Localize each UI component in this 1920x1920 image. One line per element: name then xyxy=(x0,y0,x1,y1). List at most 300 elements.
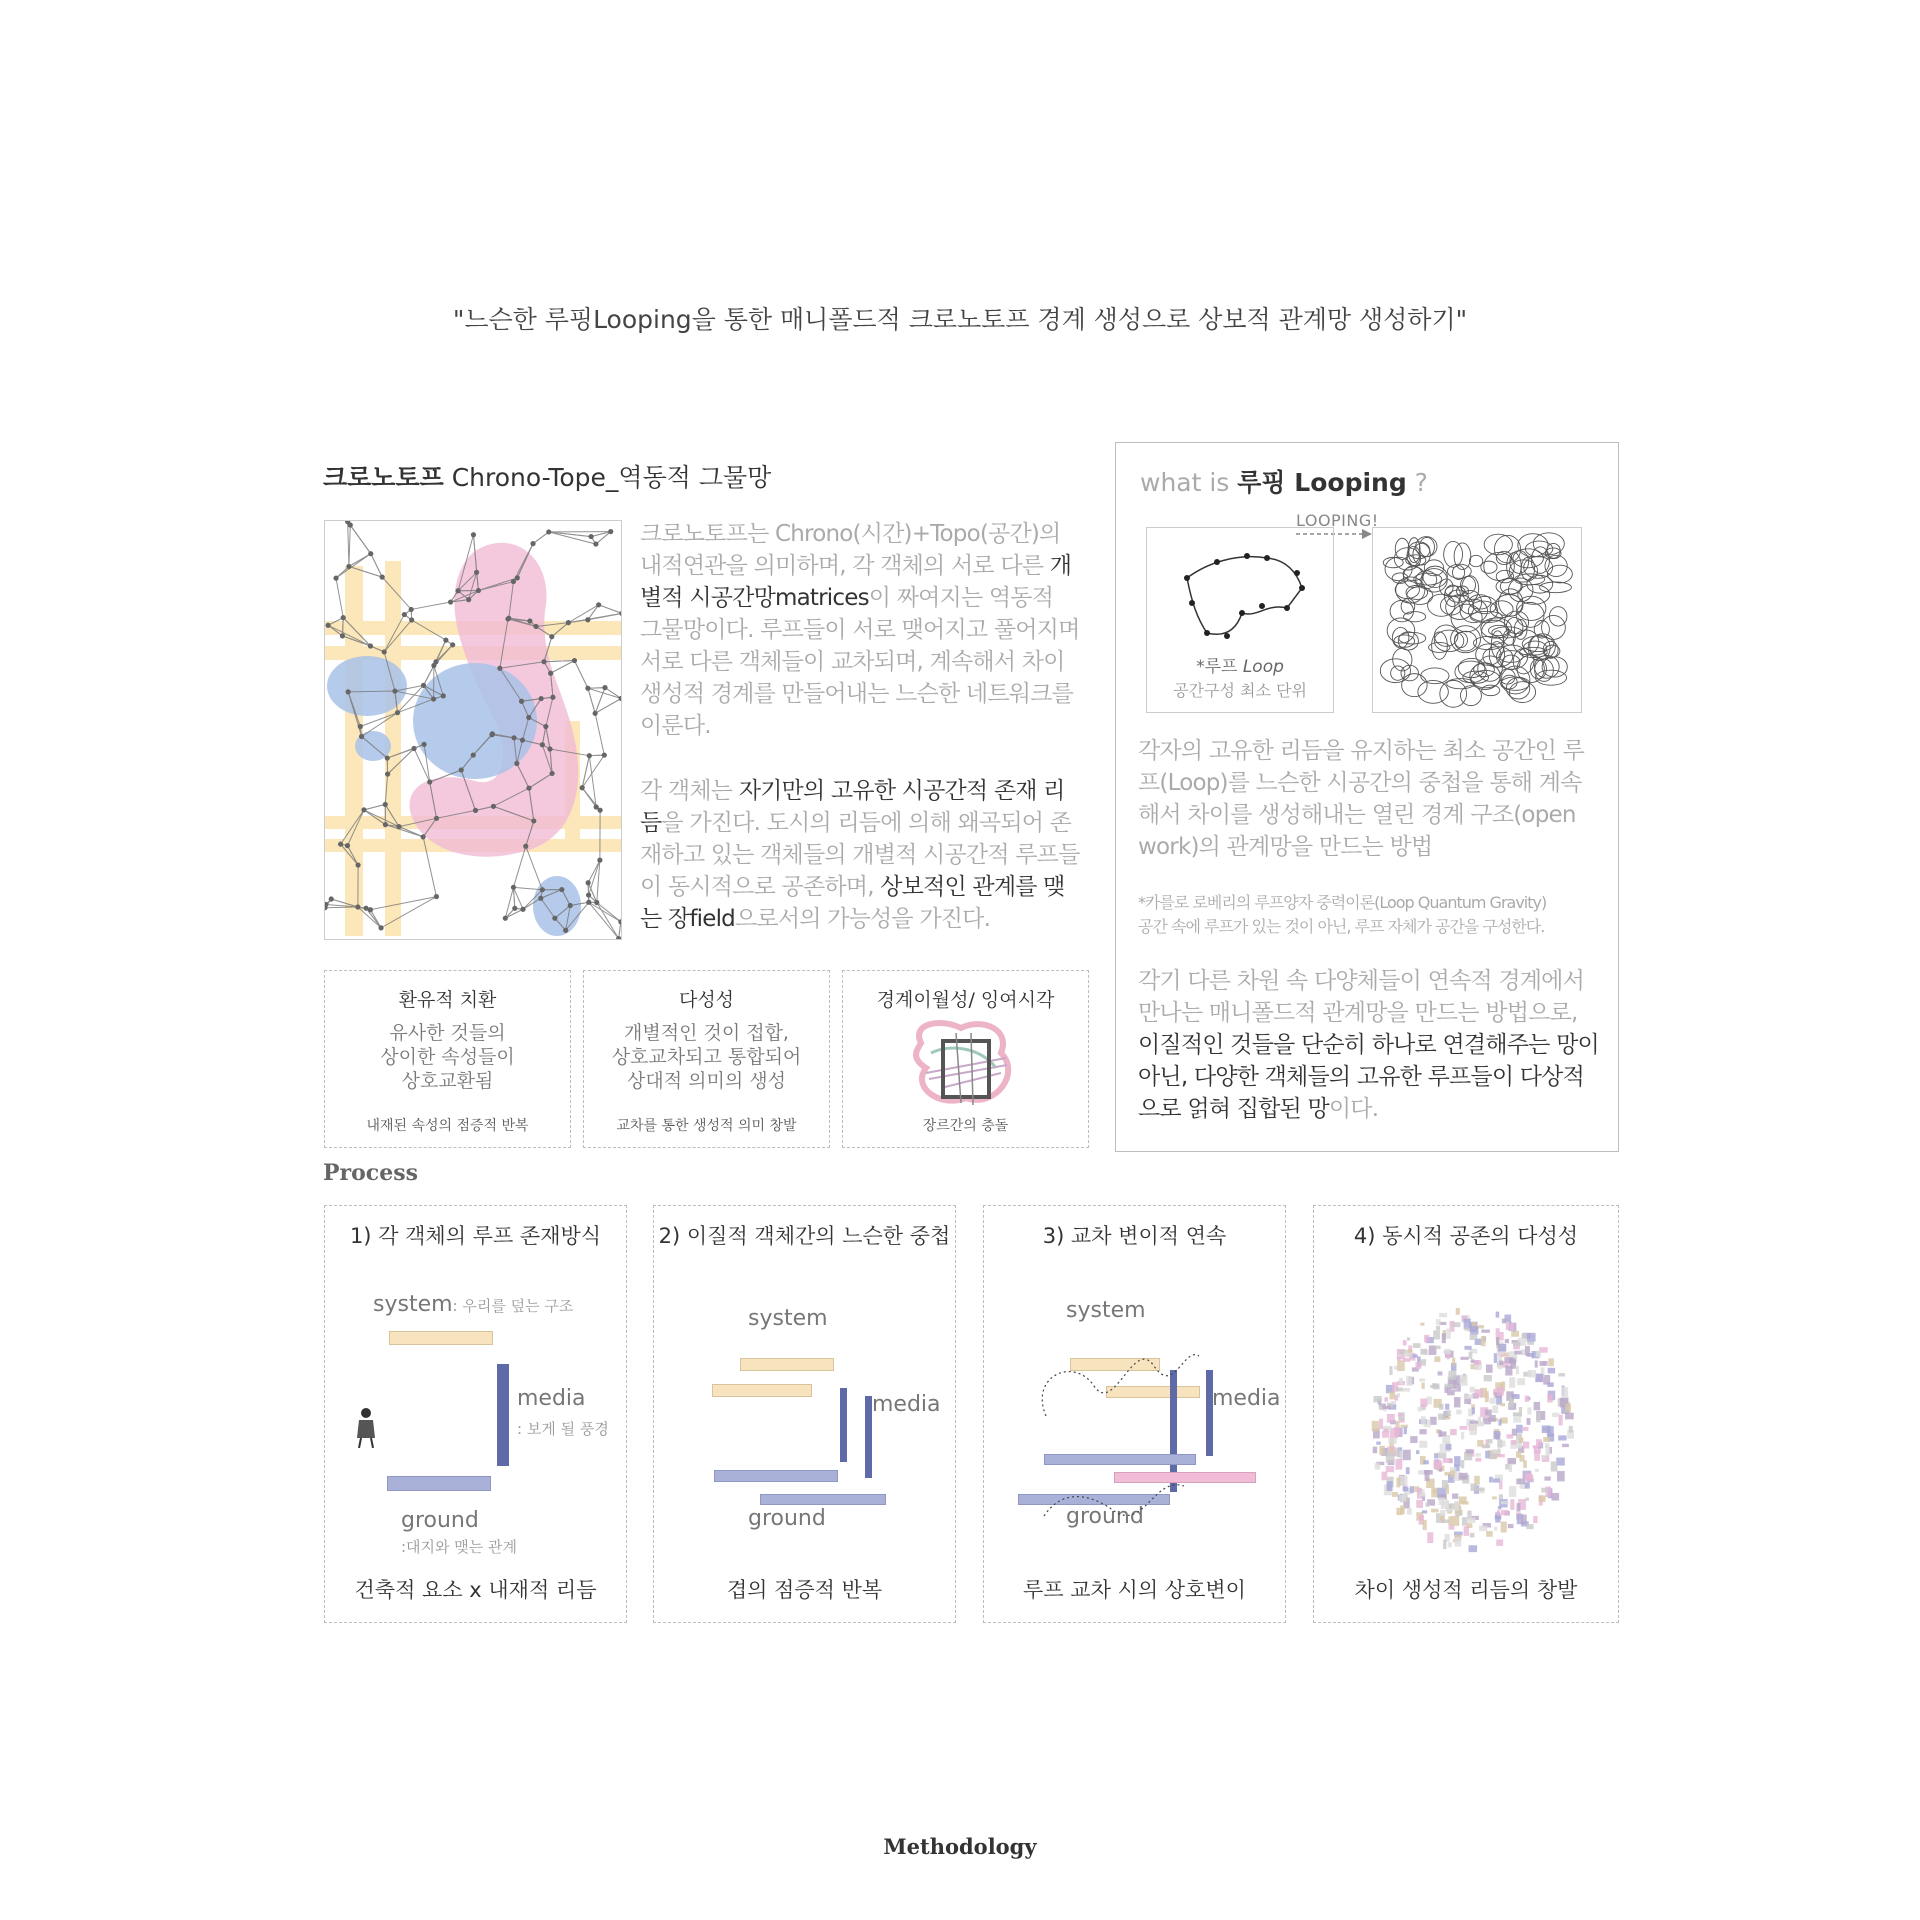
network-node xyxy=(586,900,591,905)
cloud-fragment xyxy=(1438,1371,1443,1375)
cloud-fragment xyxy=(1426,1502,1430,1506)
network-node xyxy=(396,824,401,829)
cloud-fragment xyxy=(1519,1407,1522,1416)
network-node xyxy=(526,715,531,720)
label-ground: ground xyxy=(1066,1504,1144,1529)
cloud-fragment xyxy=(1461,1501,1469,1504)
cloud-fragment xyxy=(1376,1442,1380,1445)
media-bar xyxy=(865,1396,872,1478)
network-edge xyxy=(595,713,604,755)
cloud-fragment xyxy=(1523,1427,1529,1431)
cloud-fragment xyxy=(1464,1346,1471,1350)
network-node xyxy=(434,894,439,899)
cloud-fragment xyxy=(1442,1480,1448,1489)
network-node xyxy=(359,734,364,739)
cloud-fragment xyxy=(1499,1332,1503,1341)
network-node xyxy=(450,642,455,647)
network-edge xyxy=(605,688,621,699)
network-node xyxy=(596,602,601,607)
cloud-fragment xyxy=(1396,1508,1402,1515)
cloud-fragment xyxy=(1407,1508,1412,1515)
network-edge xyxy=(595,698,621,713)
network-node xyxy=(540,887,545,892)
cloud-fragment xyxy=(1545,1446,1550,1455)
cloud-fragment xyxy=(1446,1500,1449,1510)
cloud-fragment xyxy=(1465,1449,1473,1453)
principle-body-line: 상대적 의미의 생성 xyxy=(627,1070,786,1092)
cloud-fragment xyxy=(1561,1387,1568,1398)
cloud-fragment xyxy=(1499,1494,1503,1499)
network-edge xyxy=(370,910,381,928)
label-ground: ground xyxy=(748,1506,826,1531)
network-node xyxy=(550,695,555,700)
process-step-title: 1) 각 객체의 루프 존재방식 xyxy=(349,1224,602,1248)
cloud-fragment xyxy=(1558,1373,1565,1376)
looping-mesh-graphic xyxy=(1373,528,1581,712)
mesh-loop xyxy=(1402,674,1428,697)
network-node xyxy=(411,746,416,751)
network-node xyxy=(568,903,573,908)
process-step-caption: 루프 교차 시의 상호변이 xyxy=(1023,1578,1246,1602)
network-edge xyxy=(588,688,595,713)
network-node xyxy=(392,688,397,693)
looping-panel xyxy=(1115,442,1619,1152)
network-node xyxy=(491,804,496,809)
network-node xyxy=(566,620,571,625)
single-loop-graphic xyxy=(1147,528,1333,648)
network-node xyxy=(593,541,598,546)
cloud-fragment xyxy=(1541,1455,1546,1459)
looping-heading-bold: 루핑 Looping xyxy=(1237,468,1407,497)
network-node xyxy=(368,907,373,912)
person-figure-icon xyxy=(355,1406,377,1448)
cloud-fragment xyxy=(1481,1336,1486,1346)
network-node xyxy=(585,686,590,691)
network-edge xyxy=(370,897,436,910)
network-node xyxy=(515,575,520,580)
mesh-loop xyxy=(1444,541,1463,567)
cloud-fragment xyxy=(1484,1375,1492,1381)
ground-bar xyxy=(760,1494,886,1505)
network-edge xyxy=(597,903,621,922)
cloud-fragment xyxy=(1460,1426,1468,1430)
label-media-sub: : 보게 될 풍경 xyxy=(517,1420,609,1438)
cloud-fragment xyxy=(1474,1476,1480,1485)
cloud-fragment xyxy=(1474,1360,1481,1365)
body-text: 이 짜여지는 역동적 그물망이다. 루프들이 서로 맺어지고 풀어지며 서로 다른 객체들이 교차되며, 계속해서 차이생성적 경계를 만들어내는 느슨한 네트워크를 이룬다. xyxy=(640,585,1080,739)
network-edge xyxy=(350,525,370,554)
cloud-fragment xyxy=(1516,1366,1519,1374)
mesh-loop xyxy=(1440,680,1467,707)
network-node xyxy=(340,633,345,638)
network-node xyxy=(385,771,390,776)
chronotope-paragraph-1 xyxy=(640,518,1080,742)
cloud-fragment xyxy=(1482,1444,1490,1448)
cloud-fragment xyxy=(1379,1446,1385,1455)
cloud-fragment xyxy=(1398,1413,1403,1416)
network-node xyxy=(586,892,591,897)
cloud-fragment xyxy=(1494,1527,1497,1531)
cloud-fragment xyxy=(1470,1533,1475,1538)
principle-body-line: 상호교차되고 통합되어 xyxy=(611,1046,802,1068)
looping-note-line: *카를로 로베리의 루프양자 중력이론(Loop Quantum Gravity) xyxy=(1138,893,1547,912)
principle-body-line: 유사한 것들의 xyxy=(389,1022,506,1044)
cloud-fragment xyxy=(1474,1389,1483,1397)
cloud-fragment xyxy=(1509,1377,1515,1388)
cloud-fragment xyxy=(1536,1412,1541,1422)
network-node xyxy=(448,599,453,604)
principle-title: 경계이월성/ 잉여시각 xyxy=(876,989,1055,1011)
network-node xyxy=(549,634,554,639)
emphasis-text: 상보적인 관계를 맺는 장field xyxy=(640,874,1065,932)
cloud-fragment xyxy=(1461,1460,1465,1468)
cloud-fragment xyxy=(1431,1509,1438,1513)
cloud-fragment xyxy=(1513,1413,1519,1416)
loop-label-italic: Loop xyxy=(1242,657,1284,677)
mesh-loop xyxy=(1484,534,1512,555)
cloud-fragment xyxy=(1435,1346,1440,1350)
cloud-fragment xyxy=(1534,1402,1541,1410)
cloud-fragment xyxy=(1391,1401,1396,1405)
cloud-fragment xyxy=(1379,1419,1383,1429)
network-node xyxy=(471,532,476,537)
mesh-loop xyxy=(1518,585,1550,605)
principle-body xyxy=(325,1021,570,1093)
network-node xyxy=(594,900,599,905)
process-step-3 xyxy=(983,1205,1286,1623)
cloud-fragment xyxy=(1434,1356,1440,1362)
cloud-fragment xyxy=(1516,1503,1520,1512)
cloud-fragment xyxy=(1548,1358,1554,1366)
network-node xyxy=(531,818,536,823)
cloud-fragment xyxy=(1497,1510,1500,1516)
network-edge xyxy=(336,578,343,618)
cloud-fragment xyxy=(1415,1362,1421,1369)
principle-title: 환유적 치환 xyxy=(398,989,497,1011)
cloud-fragment xyxy=(1519,1437,1523,1442)
cloud-fragment xyxy=(1450,1429,1457,1435)
system-bar xyxy=(712,1384,812,1397)
cloud-fragment xyxy=(1425,1470,1430,1481)
cloud-fragment xyxy=(1535,1374,1543,1382)
cloud-fragment xyxy=(1505,1365,1512,1375)
network-node xyxy=(506,616,511,621)
process-step-title: 4) 동시적 공존의 다성성 xyxy=(1353,1224,1579,1248)
cloud-fragment xyxy=(1427,1532,1433,1543)
cloud-fragment xyxy=(1395,1448,1399,1456)
cloud-fragment xyxy=(1511,1440,1516,1445)
network-node xyxy=(466,597,471,602)
cloud-fragment xyxy=(1544,1476,1550,1480)
network-node xyxy=(587,753,592,758)
cloud-fragment xyxy=(1455,1537,1462,1547)
cloud-fragment xyxy=(1523,1460,1527,1468)
cloud-fragment xyxy=(1403,1388,1410,1392)
network-node xyxy=(427,779,432,784)
cloud-fragment xyxy=(1416,1500,1423,1508)
cloud-fragment xyxy=(1485,1410,1492,1416)
cloud-fragment xyxy=(1509,1358,1515,1364)
cloud-fragment xyxy=(1558,1435,1566,1440)
network-node xyxy=(421,683,426,688)
cloud-fragment xyxy=(1399,1378,1403,1384)
principle-body-line: 개별적인 것이 접합, xyxy=(624,1022,789,1044)
cloud-fragment xyxy=(1525,1346,1530,1356)
cloud-fragment xyxy=(1402,1358,1410,1362)
cloud-fragment xyxy=(1469,1545,1478,1552)
cloud-fragment xyxy=(1406,1467,1410,1474)
process-step-caption: 겹의 점증적 반복 xyxy=(726,1578,883,1602)
cloud-fragment xyxy=(1535,1469,1539,1472)
cloud-fragment xyxy=(1472,1407,1475,1414)
cloud-fragment xyxy=(1506,1434,1513,1438)
cloud-fragment xyxy=(1454,1501,1459,1511)
cloud-fragment xyxy=(1443,1458,1451,1463)
cloud-fragment xyxy=(1511,1331,1519,1337)
cloud-fragment xyxy=(1410,1486,1414,1493)
cloud-fragment xyxy=(1566,1403,1571,1412)
dotted-loop-curve xyxy=(1024,1316,1254,1526)
emphasis-text: 이질적인 것들을 단순히 하나로 연결해주는 망이 아닌, 다양한 객체들의 고유한 루프들이 다상적으로 얽혀 집합된 망 xyxy=(1138,1032,1599,1122)
cloud-fragment xyxy=(1456,1410,1462,1415)
cloud-fragment xyxy=(1399,1451,1403,1460)
cloud-fragment xyxy=(1497,1387,1504,1396)
cloud-fragment xyxy=(1430,1385,1439,1388)
cloud-fragment xyxy=(1431,1488,1438,1498)
network-node xyxy=(503,916,508,921)
cloud-fragment xyxy=(1403,1487,1408,1492)
network-edge xyxy=(533,532,549,544)
principle-caption: 장르간의 충돌 xyxy=(922,1118,1009,1134)
cloud-fragment xyxy=(1382,1431,1389,1437)
page-title: "느슨한 루핑Looping을 통한 매니폴드적 크로노토프 경계 생성으로 상보적 관계망 생성하기" xyxy=(452,305,1468,334)
network-node xyxy=(421,834,426,839)
cloud-fragment xyxy=(1423,1520,1427,1530)
cloud-fragment xyxy=(1569,1426,1573,1433)
label-system: system xyxy=(1066,1298,1146,1323)
principle-box-boundary xyxy=(842,970,1089,1148)
cloud-fragment xyxy=(1410,1436,1417,1443)
cloud-fragment xyxy=(1406,1376,1412,1386)
cloud-fragment xyxy=(1509,1400,1514,1408)
network-node xyxy=(383,802,388,807)
cloud-fragment xyxy=(1436,1326,1440,1331)
network-node xyxy=(431,696,436,701)
network-node xyxy=(409,617,414,622)
cloud-fragment xyxy=(1422,1383,1425,1389)
body-text: 을 가진다. 도시의 리듬에 의해 왜곡되어 존재하고 있는 객체들의 개별적 시공간적 루프들이 동시적으로 공존하며, xyxy=(640,810,1080,900)
cloud-fragment xyxy=(1498,1344,1506,1352)
cloud-fragment xyxy=(1485,1451,1489,1459)
mesh-loop xyxy=(1394,635,1415,647)
network-node xyxy=(511,885,516,890)
network-edge xyxy=(349,554,371,567)
network-node xyxy=(395,710,400,715)
cloud-fragment xyxy=(1487,1439,1492,1443)
network-node xyxy=(547,746,552,751)
network-node xyxy=(345,843,350,848)
mesh-loop xyxy=(1481,561,1497,573)
cloud-fragment xyxy=(1439,1468,1442,1472)
network-node xyxy=(523,844,528,849)
cloud-fragment xyxy=(1396,1387,1403,1391)
cloud-fragment xyxy=(1413,1343,1421,1348)
looping-mesh-box xyxy=(1372,527,1582,713)
mesh-loop xyxy=(1547,565,1572,583)
cloud-fragment xyxy=(1475,1458,1481,1462)
cloud-fragment xyxy=(1419,1493,1426,1496)
network-edge xyxy=(364,804,385,809)
network-node xyxy=(434,816,439,821)
cloud-fragment xyxy=(1493,1478,1500,1482)
ground-bar xyxy=(714,1470,838,1482)
looping-paragraph-1: 각자의 고유한 리듬을 유지하는 최소 공간인 루프(Loop)를 느슨한 시공간의 중첩을 통해 계속해서 차이를 생성해내는 열린 경계 구조(open work)의 관계망을 만드는 방법 xyxy=(1138,738,1585,860)
cloud-fragment xyxy=(1451,1516,1459,1526)
cloud-fragment xyxy=(1420,1323,1424,1326)
cloud-fragment xyxy=(1403,1450,1411,1460)
network-node xyxy=(520,738,525,743)
cloud-fragment xyxy=(1510,1499,1514,1510)
cloud-fragment xyxy=(1492,1449,1496,1453)
cloud-fragment xyxy=(1525,1482,1530,1488)
cloud-fragment xyxy=(1496,1539,1503,1545)
network-node xyxy=(594,804,599,809)
network-node xyxy=(520,907,525,912)
principle-body-line: 상호교환됨 xyxy=(401,1070,494,1092)
network-node xyxy=(368,643,373,648)
cloud-fragment xyxy=(1469,1352,1473,1359)
cloud-fragment xyxy=(1443,1540,1446,1549)
cloud-fragment xyxy=(1548,1368,1555,1374)
mesh-loop xyxy=(1391,666,1405,680)
cloud-fragment xyxy=(1508,1524,1514,1528)
cloud-fragment xyxy=(1419,1441,1427,1448)
cloud-fragment xyxy=(1404,1427,1407,1434)
cloud-fragment xyxy=(1499,1361,1503,1365)
network-node xyxy=(459,767,464,772)
cloud-fragment xyxy=(1452,1358,1455,1366)
cloud-fragment xyxy=(1397,1361,1405,1372)
cloud-fragment xyxy=(1551,1461,1558,1471)
mesh-loop xyxy=(1406,555,1426,566)
network-edge xyxy=(349,525,350,566)
label-system-sub: : 우리를 덮는 구조 xyxy=(452,1297,574,1315)
network-node xyxy=(431,663,436,668)
cloud-fragment xyxy=(1448,1542,1452,1547)
cloud-fragment xyxy=(1439,1404,1444,1410)
network-node xyxy=(380,575,385,580)
cloud-fragment xyxy=(1476,1488,1484,1491)
system-bar xyxy=(389,1331,493,1345)
cloud-fragment xyxy=(1438,1414,1446,1420)
cloud-fragment xyxy=(1478,1417,1481,1426)
looping-arrow-label: LOOPING! xyxy=(1296,511,1379,530)
cloud-fragment xyxy=(1382,1472,1388,1481)
network-node xyxy=(355,904,360,909)
cloud-fragment xyxy=(1387,1414,1395,1423)
cloud-fragment xyxy=(1464,1526,1469,1536)
network-node xyxy=(346,564,351,569)
principle-box-polyphony xyxy=(583,970,830,1148)
cloud-fragment xyxy=(1488,1415,1495,1422)
cloud-fragment xyxy=(1433,1330,1440,1339)
principle-body xyxy=(584,1021,829,1093)
cloud-fragment xyxy=(1470,1326,1478,1334)
network-node xyxy=(338,842,343,847)
mesh-loop xyxy=(1404,612,1426,622)
cloud-fragment xyxy=(1399,1476,1407,1486)
cloud-fragment xyxy=(1512,1394,1520,1399)
chronotope-heading-bold: 크로노토프 xyxy=(323,463,444,492)
cloud-fragment xyxy=(1547,1382,1553,1387)
process-step-title: 2) 이질적 객체간의 느슨한 중첩 xyxy=(658,1224,951,1248)
cloud-fragment xyxy=(1496,1454,1505,1457)
cloud-fragment xyxy=(1434,1462,1443,1468)
looping-heading-post: ? xyxy=(1406,468,1428,497)
media-bar xyxy=(840,1388,847,1462)
cloud-fragment xyxy=(1392,1492,1398,1497)
network-node xyxy=(476,588,481,593)
cloud-fragment xyxy=(1386,1452,1395,1463)
cloud-fragment xyxy=(1439,1497,1445,1505)
cloud-fragment xyxy=(1438,1430,1442,1437)
process-heading: Process xyxy=(323,1160,418,1186)
cloud-fragment xyxy=(1386,1466,1394,1472)
network-edge xyxy=(588,613,622,619)
network-node xyxy=(473,808,478,813)
body-text: 각기 다른 차원 속 다양체들이 연속적 경계에서 만나는 매니폴드적 관계망을 만드는 방법으로, xyxy=(1138,968,1585,1026)
cloud-fragment xyxy=(1516,1451,1521,1458)
cloud-fragment xyxy=(1565,1413,1574,1420)
cloud-fragment xyxy=(1440,1444,1444,1455)
network-node xyxy=(519,699,524,704)
network-node xyxy=(333,576,338,581)
cloud-fragment xyxy=(1521,1515,1526,1525)
cloud-fragment xyxy=(1470,1387,1475,1393)
network-node xyxy=(512,906,517,911)
cloud-fragment xyxy=(1446,1444,1452,1450)
network-node xyxy=(511,579,516,584)
cloud-fragment xyxy=(1445,1404,1449,1410)
cloud-fragment xyxy=(1444,1384,1453,1388)
cloud-fragment xyxy=(1388,1449,1394,1452)
network-node xyxy=(383,822,388,827)
network-node xyxy=(527,618,532,623)
label-system-text: system xyxy=(373,1292,453,1317)
cloud-fragment xyxy=(1535,1360,1538,1367)
cloud-fragment xyxy=(1383,1406,1391,1409)
cloud-fragment xyxy=(1419,1378,1425,1381)
network-node xyxy=(619,611,622,616)
network-node xyxy=(456,588,461,593)
mesh-loop xyxy=(1392,627,1408,647)
mesh-loop xyxy=(1421,668,1449,684)
network-node xyxy=(471,752,476,757)
network-node xyxy=(548,671,553,676)
emphasis-text: 자기만의 고유한 시공간적 존재 리듬 xyxy=(640,778,1065,836)
network-node xyxy=(441,693,446,698)
cloud-fragment xyxy=(1448,1371,1456,1380)
cloud-fragment xyxy=(1418,1470,1424,1474)
cloud-fragment xyxy=(1440,1510,1445,1516)
cloud-fragment xyxy=(1552,1413,1559,1417)
cloud-fragment xyxy=(1461,1432,1464,1439)
network-node xyxy=(602,685,607,690)
cloud-fragment xyxy=(1449,1525,1455,1529)
cloud-fragment xyxy=(1496,1312,1500,1318)
cloud-fragment xyxy=(1372,1421,1379,1431)
network-node xyxy=(368,551,373,556)
